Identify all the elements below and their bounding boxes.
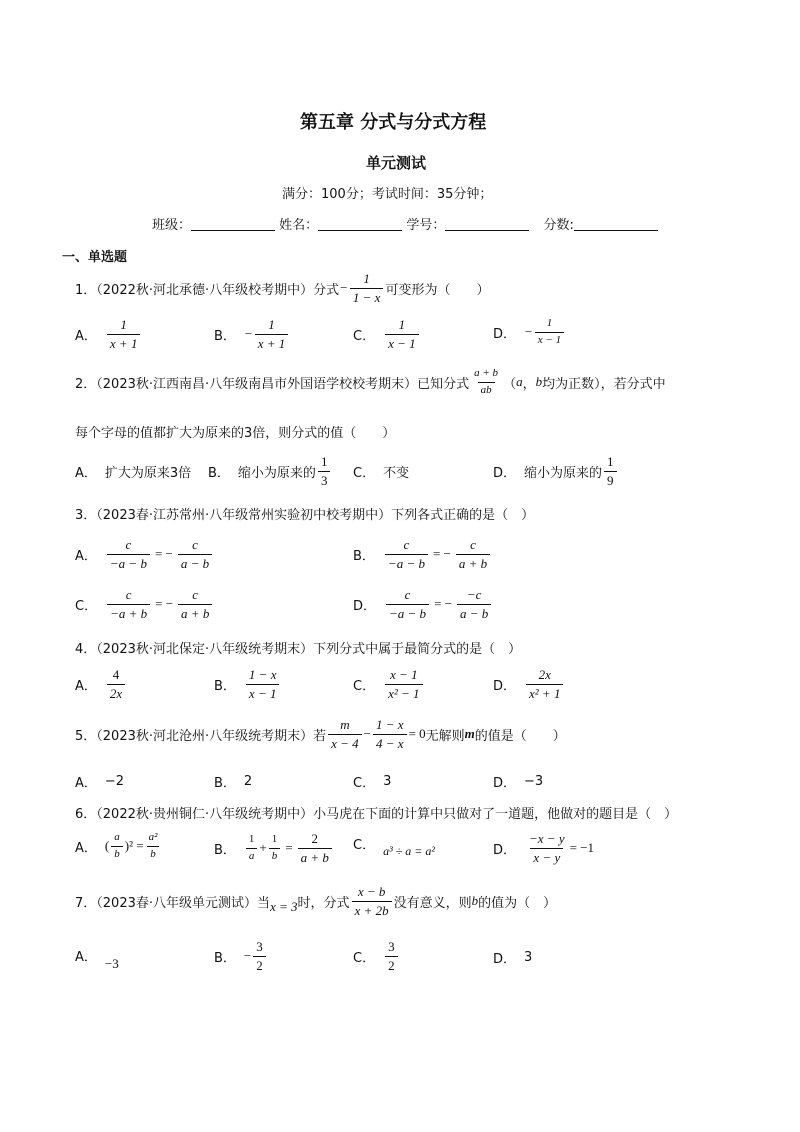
var-a: a xyxy=(516,374,523,390)
q3-c-left: $\frac{c}{-a + b}$ xyxy=(107,588,150,620)
q2-option-b[interactable]: B． 缩小为原来的 $\frac{1}{3}$ xyxy=(208,455,332,487)
q3-a-left: $\frac{c}{-a - b}$ xyxy=(107,538,150,570)
q6-option-a[interactable]: A． ( $\frac{a}{b}$ )² = $\frac{\text{a²}}{b}$ xyxy=(75,832,162,860)
question-2-stem-a: 2．（2023秋·江西南昌·八年级南昌市外国语学校校考期末）已知分式 xyxy=(75,376,470,392)
q6-option-d[interactable]: D． $\frac{-x - y}{x - y}$ = −1 xyxy=(493,831,595,865)
var-m: m xyxy=(464,726,475,742)
q4-option-a[interactable]: A． $\frac{4}{2x}$ xyxy=(75,668,127,700)
q5-option-d[interactable]: D． −3 xyxy=(493,774,544,791)
q6-d-fraction: $\frac{-x - y}{x - y}$ xyxy=(529,831,565,865)
q7-option-a[interactable]: A． −3 xyxy=(75,950,119,971)
question-7-stem-b: 时，分式 xyxy=(297,895,350,911)
question-2-line-2: 每个字母的值都扩大为原来的3倍，则分式的值（ ） xyxy=(75,426,396,441)
section-heading: 一、单选题 xyxy=(62,250,128,265)
question-5-stem-c: 的值是（ ） xyxy=(474,728,566,744)
question-2-fraction: $\frac{a + b}{ab}$ xyxy=(474,367,499,396)
q3-option-d[interactable]: D． $\frac{c}{-a - b}$ = − $\frac{-c}{a - b}$ xyxy=(353,588,493,620)
q1-option-d-fraction: $\frac{1}{x - 1}$ xyxy=(535,318,564,346)
question-7-stem-a: 7．（2023春·八年级单元测试）当 xyxy=(75,895,270,911)
q7-condition: x = 3 xyxy=(270,899,298,915)
var-b: b xyxy=(535,374,543,390)
q5-option-b[interactable]: B． 2 xyxy=(214,774,253,791)
q3-c-right: $\frac{c}{a + b}$ xyxy=(178,588,212,620)
q3-b-left: $\frac{c}{-a - b}$ xyxy=(385,538,428,570)
question-5-stem-a: 5．（2023秋·河北沧州·八年级统考期末）若 xyxy=(75,728,327,744)
question-3: 3．（2023春·江苏常州·八年级常州实验初中校考期中）下列各式正确的是（ ） xyxy=(75,508,535,523)
name-label: 姓名： xyxy=(279,218,319,233)
q3-b-right: $\frac{c}{a + b}$ xyxy=(456,538,490,570)
student-fields xyxy=(152,214,658,233)
q6-b-frac-1: $\frac{1}{a}$ xyxy=(246,834,258,862)
question-1 xyxy=(75,272,489,304)
q6-a-result: $\frac{\text{a²}}{b}$ xyxy=(148,831,158,860)
question-7 xyxy=(75,885,556,917)
page-subtitle: 单元测试 xyxy=(366,154,427,172)
q1-option-d[interactable]: D． − $\frac{1}{x - 1}$ xyxy=(493,318,566,346)
question-1-stem-a: 1．（2022秋·河北承德·八年级校考期中）分式 xyxy=(75,282,340,298)
q2-option-b-fraction: $\frac{1}{3}$ xyxy=(318,455,331,487)
q4-option-b[interactable]: B． $\frac{1 - x}{x - 1}$ xyxy=(214,668,281,700)
q3-d-right: $\frac{-c}{a - b}$ xyxy=(457,588,491,620)
q6-b-result: $\frac{2}{a + b}$ xyxy=(298,832,332,864)
q6-b-frac-2: $\frac{1}{b}$ xyxy=(269,834,281,862)
q4-b-fraction: $\frac{1 - x}{x - 1}$ xyxy=(246,668,280,700)
q2-option-d[interactable]: D． 缩小为原来的 $\frac{1}{9}$ xyxy=(493,455,619,487)
question-2 xyxy=(75,368,666,396)
question-5 xyxy=(75,718,566,750)
score-label: 分数: xyxy=(543,218,574,233)
var-b: b xyxy=(471,893,479,909)
q7-option-b[interactable]: B． − $\frac{3}{2}$ xyxy=(214,940,268,972)
q7-option-c[interactable]: C． $\frac{3}{2}$ xyxy=(353,940,400,972)
class-label: 班级： xyxy=(152,218,192,233)
q7-c-fraction: $\frac{3}{2}$ xyxy=(385,940,398,972)
q4-c-fraction: $\frac{x - 1}{\text{x² − 1}}$ xyxy=(385,668,422,700)
q1-option-c[interactable]: C． $\frac{1}{x - 1}$ xyxy=(353,318,421,350)
question-5-stem-b: 无解则 xyxy=(425,728,465,744)
q1-option-b[interactable]: B． − $\frac{1}{x + 1}$ xyxy=(214,318,290,350)
q5-option-c[interactable]: C． 3 xyxy=(353,774,392,791)
q5-equals: = 0 xyxy=(408,726,426,742)
q5-minus: − xyxy=(363,726,372,742)
question-2-stem-c: 均为正数），若分式中 xyxy=(542,376,666,392)
q4-a-fraction: $\frac{4}{2x}$ xyxy=(107,668,125,700)
class-blank[interactable] xyxy=(191,218,275,231)
q3-option-b[interactable]: B． $\frac{c}{-a - b}$ = − $\frac{c}{a + b}$ xyxy=(353,538,492,570)
q3-a-right: $\frac{c}{a - b}$ xyxy=(178,538,212,570)
q4-option-c[interactable]: C． $\frac{x - 1}{\text{x² − 1}}$ xyxy=(353,668,425,700)
score-blank[interactable] xyxy=(574,218,658,231)
q6-a-inner: $\frac{a}{b}$ xyxy=(111,832,123,860)
question-1-fraction: $\frac{1}{1 - x}$ xyxy=(350,272,384,304)
question-7-stem-c: 没有意义，则 xyxy=(393,895,472,911)
q6-option-c[interactable]: C． a³ ÷ a = a² xyxy=(353,838,435,858)
q4-option-d[interactable]: D． $\frac{2x}{\text{x² + 1}}$ xyxy=(493,668,565,700)
question-6: 6．（2022秋·贵州铜仁·八年级统考期中）小马虎在下面的计算中只做对了一道题，他做对的题目是（ ） xyxy=(75,807,678,822)
exam-info: 满分：100分；考试时间：35分钟； xyxy=(282,187,493,202)
q2-option-a[interactable]: A． 扩大为原来3倍 xyxy=(75,466,192,481)
q3-option-a[interactable]: A． $\frac{c}{-a - b}$ = − $\frac{c}{a - b}$ xyxy=(75,538,214,570)
q7-option-d[interactable]: D． 3 xyxy=(493,950,533,967)
student-id-label: 学号： xyxy=(406,218,446,233)
q2-option-d-fraction: $\frac{1}{9}$ xyxy=(604,455,617,487)
q7-fraction: $\frac{x - b}{x + 2b}$ xyxy=(352,885,392,917)
q1-option-a-fraction: $\frac{1}{x + 1}$ xyxy=(107,318,141,350)
q5-fraction-1: $\frac{m}{x - 4}$ xyxy=(328,718,362,750)
q1-option-b-fraction: $\frac{1}{x + 1}$ xyxy=(255,318,289,350)
q6-c-expression: a³ ÷ a = a² xyxy=(383,844,435,858)
student-id-blank[interactable] xyxy=(445,218,529,231)
q2-option-c[interactable]: C． 不变 xyxy=(353,466,410,481)
minus-sign: − xyxy=(339,280,348,296)
q3-d-left: $\frac{c}{-a - b}$ xyxy=(386,588,429,620)
q3-option-c[interactable]: C． $\frac{c}{-a + b}$ = − $\frac{c}{a + b}$ xyxy=(75,588,214,620)
q5-option-a[interactable]: A． −2 xyxy=(75,774,125,791)
q6-option-b[interactable]: B． $\frac{1}{a}$ + $\frac{1}{b}$ = $\frac{2}{a + b}$ xyxy=(214,832,334,864)
question-1-stem-b: 可变形为（ ） xyxy=(385,282,490,298)
name-blank[interactable] xyxy=(318,218,402,231)
question-7-stem-d: 的值为（ ） xyxy=(478,895,557,911)
question-4: 4．（2023秋·河北保定·八年级统考期末）下列分式中属于最简分式的是（ ） xyxy=(75,642,522,657)
q1-option-c-fraction: $\frac{1}{x - 1}$ xyxy=(385,318,419,350)
question-2-sep: ， xyxy=(522,376,536,392)
q7-b-fraction: $\frac{3}{2}$ xyxy=(253,940,266,972)
q1-option-a[interactable]: A． $\frac{1}{x + 1}$ xyxy=(75,318,142,350)
q5-fraction-2: $\frac{1 - x}{4 - x}$ xyxy=(373,718,407,750)
q4-d-fraction: $\frac{2x}{\text{x² + 1}}$ xyxy=(526,668,563,700)
page-title: 第五章 分式与分式方程 xyxy=(300,112,487,133)
question-2-paren: （ xyxy=(503,376,517,392)
